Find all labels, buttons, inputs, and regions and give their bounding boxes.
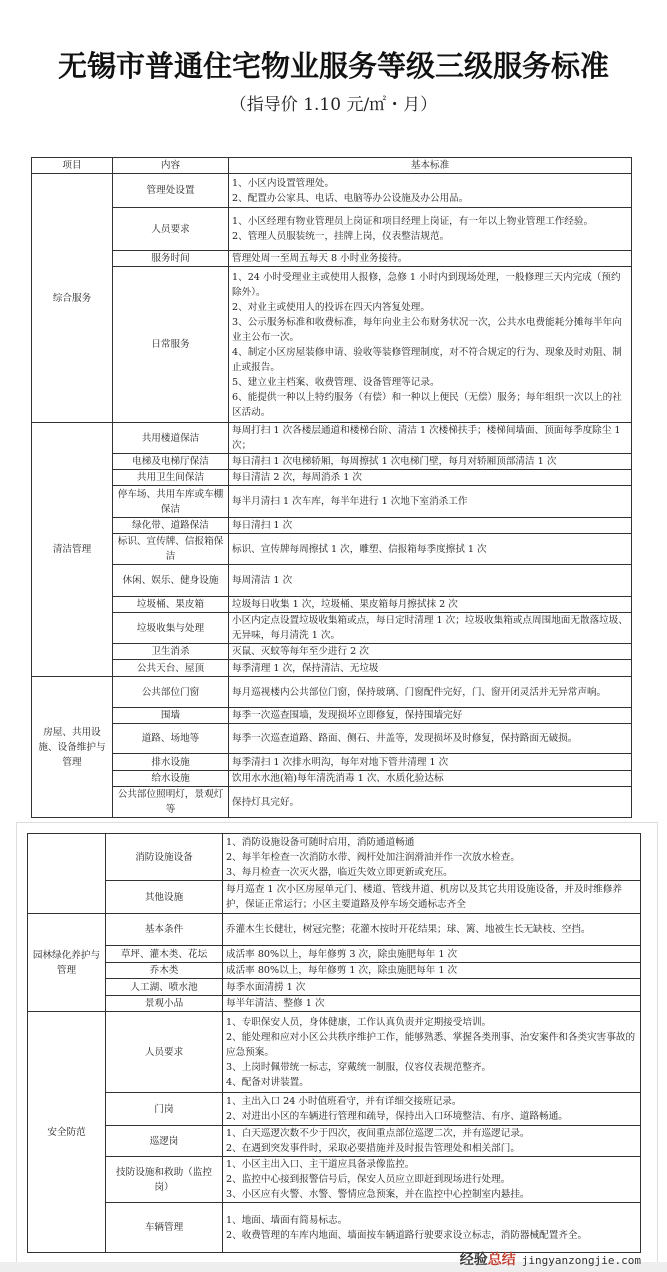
standard-line: 1、小区主出入口、主干道应具备录像监控。 bbox=[226, 1159, 415, 1170]
table-row bbox=[32, 613, 632, 644]
header-item: 内容 bbox=[113, 158, 229, 174]
standard-cell bbox=[223, 914, 641, 946]
item-cell: 门岗 bbox=[106, 1093, 223, 1126]
standard-cell bbox=[223, 834, 641, 881]
standard-line: 每半月清扫 1 次车库，每半年进行 1 次地下室消杀工作 bbox=[232, 496, 468, 507]
standard-line: 每季清扫 1 次排水明沟，每年对地下管井清理 1 次 bbox=[232, 756, 449, 768]
standard-line: 2、对业主或使用人的投诉在四天内答复处理。 bbox=[232, 301, 430, 313]
table-row bbox=[32, 486, 632, 518]
table-row bbox=[32, 771, 632, 787]
standard-line: 每月巡查 1 次小区房屋单元门、楼道、管线井道、机房以及其它共用设施设备，并及时维修养护，保证正常运行；小区主要道路及停车场交通标志齐全 bbox=[226, 884, 622, 910]
table-row bbox=[28, 1203, 641, 1253]
standard-line: 1、白天巡逻次数不少于四次，夜间重点部位巡逻二次，并有巡逻记录。 bbox=[226, 1128, 530, 1139]
item-cell: 乔木类 bbox=[106, 963, 223, 979]
table-row bbox=[32, 565, 632, 597]
standard-cell bbox=[229, 771, 632, 787]
standard-cell bbox=[229, 518, 632, 534]
standard-line: 1、专职保安人员，身体健康，工作认真负责并定期接受培训。 bbox=[226, 1016, 492, 1028]
standard-line: 2、收费管理的车库内地面、墙面按车辆道路行驶要求设立标志，消防器械配置齐全。 bbox=[226, 1229, 588, 1241]
header-category: 项目 bbox=[32, 158, 113, 174]
item-cell: 卫生消杀 bbox=[113, 644, 229, 660]
standard-cell bbox=[229, 486, 632, 518]
category-cell: 综合服务 bbox=[32, 174, 113, 423]
table-row bbox=[28, 963, 641, 979]
table-row bbox=[32, 518, 632, 534]
standard-line: 每季清理 1 次，保持清洁、无垃圾 bbox=[232, 662, 379, 674]
standard-line: 2、管理人员服装统一，挂牌上岗，仪表整洁规范。 bbox=[232, 231, 450, 242]
standard-line: 保持灯具完好。 bbox=[232, 796, 300, 808]
item-cell: 车辆管理 bbox=[106, 1203, 223, 1253]
table-row bbox=[28, 1126, 641, 1157]
standard-line: 3、每月检查一次灭火器，临近失效立即更新或充压。 bbox=[226, 866, 453, 878]
item-cell: 垃圾收集与处理 bbox=[113, 613, 229, 644]
item-cell: 公共天台、屋顶 bbox=[113, 660, 229, 677]
table-row bbox=[28, 881, 641, 914]
item-cell: 巡逻岗 bbox=[106, 1126, 223, 1157]
item-cell: 服务时间 bbox=[113, 251, 229, 267]
header-standard: 基本标准 bbox=[229, 158, 632, 174]
item-cell: 人工湖、喷水池 bbox=[106, 979, 223, 996]
standard-line: 成活率 80%以上，每年修剪 1 次，除虫施肥每年 1 次 bbox=[226, 965, 458, 976]
standard-line: 6、能提供一种以上特约服务（有偿）和一种以上便民（无偿）服务；每年组织一次以上的社区活动。 bbox=[232, 391, 622, 418]
item-cell: 绿化带、道路保洁 bbox=[113, 518, 229, 534]
standard-line: 每季水面清捞 1 次 bbox=[226, 981, 306, 993]
table-row bbox=[28, 834, 641, 881]
standard-cell bbox=[229, 174, 632, 208]
standard-cell bbox=[223, 1126, 641, 1157]
item-cell: 排水设施 bbox=[113, 754, 229, 771]
standard-line: 灭鼠、灭蚊等每年至少进行 2 次 bbox=[232, 646, 369, 657]
standard-line: 2、配置办公家具、电话、电脑等办公设施及办公用品。 bbox=[232, 192, 469, 204]
watermark-url: jingyanzongjie.com bbox=[521, 1254, 641, 1267]
standard-line: 4、制定小区房屋装修申请、验收等装修管理制度，对不符合规定的行为、现象及时劝阻、制止或报告。 bbox=[232, 346, 622, 373]
standard-cell bbox=[229, 251, 632, 267]
standard-line: 2、在遇到突发事件时，采取必要措施并及时报告管理处和相关部门。 bbox=[226, 1143, 520, 1154]
table-row bbox=[28, 946, 641, 963]
category-cell: 园林绿化养护与管理 bbox=[28, 914, 106, 1012]
standard-line: 1、地面、墙面有简易标志。 bbox=[226, 1214, 348, 1226]
standard-cell bbox=[223, 1157, 641, 1203]
standard-line: 2、对进出小区的车辆进行管理和疏导，保持出入口环境整洁、有序、道路畅通。 bbox=[226, 1111, 568, 1122]
standard-line: 1、小区经理有物业管理员上岗证和项目经理上岗证，有一年以上物业管理工作经验。 bbox=[232, 216, 594, 227]
standard-cell bbox=[229, 677, 632, 708]
item-cell: 道路、场地等 bbox=[113, 724, 229, 754]
table-row bbox=[32, 677, 632, 708]
item-cell: 停车场、共用车库或车棚保洁 bbox=[113, 486, 229, 518]
table-row bbox=[32, 174, 632, 208]
item-cell: 人员要求 bbox=[106, 1012, 223, 1093]
item-cell: 草坪、灌木类、花坛 bbox=[106, 946, 223, 963]
watermark-logo bbox=[460, 1252, 641, 1268]
service-standard-table-1 bbox=[31, 157, 632, 818]
standard-line: 成活率 80%以上，每年修剪 3 次，除虫施肥每年 1 次 bbox=[226, 948, 458, 960]
standard-line: 2、监控中心接到报警信号后，保安人员应立即赶到现场进行处理。 bbox=[226, 1174, 511, 1185]
item-cell: 电梯及电梯厅保洁 bbox=[113, 454, 229, 470]
standard-cell bbox=[223, 963, 641, 979]
table-row bbox=[32, 787, 632, 818]
standard-line: 每季一次巡查围墙，发现损坏立即修复，保持围墙完好 bbox=[232, 710, 463, 721]
table-row bbox=[28, 996, 641, 1012]
table-row bbox=[32, 597, 632, 613]
item-cell: 景观小品 bbox=[106, 996, 223, 1012]
standard-line: 5、建立业主档案、收费管理、设备管理等记录。 bbox=[232, 376, 440, 388]
table-row bbox=[32, 644, 632, 660]
standard-cell bbox=[229, 660, 632, 677]
standard-cell bbox=[223, 1093, 641, 1126]
standard-cell bbox=[223, 979, 641, 996]
standard-cell bbox=[223, 946, 641, 963]
standard-cell bbox=[229, 534, 632, 565]
item-cell: 公共部位照明灯，景观灯等 bbox=[113, 787, 229, 818]
watermark-brand-red: 总结 bbox=[487, 1252, 516, 1268]
standard-line: 每周清洁 1 次 bbox=[232, 575, 293, 586]
item-cell: 共用楼道保洁 bbox=[113, 423, 229, 454]
standard-line: 每日清洁 2 次，每周消杀 1 次 bbox=[232, 472, 362, 483]
item-cell: 人员要求 bbox=[113, 208, 229, 251]
table-row bbox=[28, 979, 641, 996]
item-cell: 技防设施和救助（监控岗） bbox=[106, 1157, 223, 1203]
page-title: 无锡市普通住宅物业服务等级三级服务标准 bbox=[57, 49, 609, 83]
standard-line: 2、每半年检查一次消防水带、阀杆处加注润滑油并作一次放水检查。 bbox=[226, 851, 520, 863]
category-cell bbox=[28, 834, 106, 914]
standard-line: 乔灌木生长健壮，树冠完整；花灌木按时开花结果；球、篱、地被生长无缺枝、空挡。 bbox=[226, 924, 591, 935]
item-cell: 给水设施 bbox=[113, 771, 229, 787]
table-row bbox=[32, 708, 632, 724]
standard-line: 1、主出入口 24 小时值班看守，并有详细交接班记录。 bbox=[226, 1096, 462, 1107]
standard-cell bbox=[223, 1012, 641, 1093]
table-row bbox=[32, 534, 632, 565]
item-cell: 公共部位门窗 bbox=[113, 677, 229, 708]
table-row bbox=[28, 1157, 641, 1203]
item-cell: 围墙 bbox=[113, 708, 229, 724]
standard-cell bbox=[229, 787, 632, 818]
table-row bbox=[32, 660, 632, 677]
standard-cell bbox=[223, 996, 641, 1012]
standard-line: 3、上岗时佩带统一标志，穿戴统一制服，仪容仪表规范整齐。 bbox=[226, 1061, 492, 1073]
item-cell: 基本条件 bbox=[106, 914, 223, 946]
standard-line: 1、消防设施设备可随时启用，消防通道畅通 bbox=[226, 836, 415, 848]
standard-line: 每周打扫 1 次各楼层通道和楼梯台阶、清洁 1 次楼梯扶手；楼梯间墙面、顶面每季度除尘 1 次； bbox=[232, 425, 621, 451]
item-cell: 管理处设置 bbox=[113, 174, 229, 208]
standard-line: 垃圾每日收集 1 次，垃圾桶、果皮箱每月擦拭抹 2 次 bbox=[232, 599, 458, 610]
item-cell: 垃圾桶、果皮箱 bbox=[113, 597, 229, 613]
standard-cell bbox=[229, 454, 632, 470]
table-row bbox=[32, 754, 632, 771]
standard-line: 1、小区内设置管理处。 bbox=[232, 177, 335, 189]
standard-cell bbox=[223, 881, 641, 914]
table-row bbox=[28, 1093, 641, 1126]
standard-line: 每日清扫 1 次电梯轿厢，每周擦拭 1 次电梯门壁，每月对轿厢顶部清洁 1 次 bbox=[232, 456, 557, 467]
table-row bbox=[32, 208, 632, 251]
item-cell: 标识、宣传牌、信报箱保洁 bbox=[113, 534, 229, 565]
standard-line: 4、配备对讲装置。 bbox=[226, 1076, 309, 1088]
watermark-brand-dark: 经验 bbox=[459, 1252, 488, 1268]
table-row bbox=[32, 267, 632, 423]
standard-cell bbox=[229, 597, 632, 613]
item-cell: 消防设施设备 bbox=[106, 834, 223, 881]
standard-cell bbox=[229, 423, 632, 454]
standard-cell bbox=[229, 724, 632, 754]
page-subtitle: （指导价 1.10 元/㎡・月） bbox=[229, 95, 438, 115]
item-cell: 共用卫生间保洁 bbox=[113, 470, 229, 486]
table-row bbox=[28, 914, 641, 946]
table-row bbox=[32, 454, 632, 470]
item-cell: 日常服务 bbox=[113, 267, 229, 423]
standard-cell bbox=[229, 754, 632, 771]
standard-line: 每季一次巡查道路、路面、侧石、井盖等，发现损坏及时修复，保持路面无破损。 bbox=[232, 733, 578, 744]
standard-line: 管理处周一至周五每天 8 小时业务接待。 bbox=[232, 253, 408, 264]
standard-cell bbox=[229, 565, 632, 597]
category-cell: 房屋、共用设施、设备维护与管理 bbox=[32, 677, 113, 818]
standard-line: 1、24 小时受理业主或使用人报修，急修 1 小时内到现场处理，一般修理三天内完成（预约除外）。 bbox=[232, 271, 621, 298]
table-row bbox=[32, 470, 632, 486]
standard-line: 每半年清洁、整修 1 次 bbox=[226, 998, 325, 1009]
standard-cell bbox=[229, 708, 632, 724]
table-row bbox=[32, 251, 632, 267]
standard-cell bbox=[229, 267, 632, 423]
standard-line: 每月巡视楼内公共部位门窗，保持玻璃、门窗配件完好，门、窗开闭灵活并无异常声响。 bbox=[232, 686, 607, 698]
table-row bbox=[28, 1012, 641, 1093]
standard-cell bbox=[229, 208, 632, 251]
standard-line: 饮用水水池(箱)每年清洗消毒 1 次、水质化验达标 bbox=[232, 773, 444, 784]
standard-line: 标识、宣传牌每周擦拭 1 次，雕塑、信报箱每季度擦拭 1 次 bbox=[232, 543, 487, 555]
item-cell: 休闲、娱乐、健身设施 bbox=[113, 565, 229, 597]
table-row bbox=[32, 423, 632, 454]
standard-cell bbox=[229, 470, 632, 486]
service-standard-table-2 bbox=[27, 833, 641, 1253]
standard-cell bbox=[223, 1203, 641, 1253]
table-header-row bbox=[32, 158, 632, 174]
standard-line: 3、小区应有火警、水警、警情应急预案，并在监控中心控制室内悬挂。 bbox=[226, 1189, 530, 1200]
item-cell: 其他设施 bbox=[106, 881, 223, 914]
standard-line: 2、能处理和应对小区公共秩序维护工作，能够熟悉、掌握各类刑事、治安案件和各类灾害事故的应急预案。 bbox=[226, 1031, 636, 1058]
category-cell: 清洁管理 bbox=[32, 423, 113, 677]
standard-line: 小区内定点设置垃圾收集箱或点，每日定时清理 1 次；垃圾收集箱或点周围地面无散落垃圾、无异味，每月清洗 1 次。 bbox=[232, 615, 628, 641]
table-row bbox=[32, 724, 632, 754]
standard-line: 每日清扫 1 次 bbox=[232, 520, 293, 531]
category-cell: 安全防范 bbox=[28, 1012, 106, 1253]
standard-cell bbox=[229, 644, 632, 660]
standard-cell bbox=[229, 613, 632, 644]
standard-line: 3、公示服务标准和收费标准，每年向业主公布财务状况一次，公共水电费能耗分摊每半年向业主公布一次。 bbox=[232, 316, 622, 343]
